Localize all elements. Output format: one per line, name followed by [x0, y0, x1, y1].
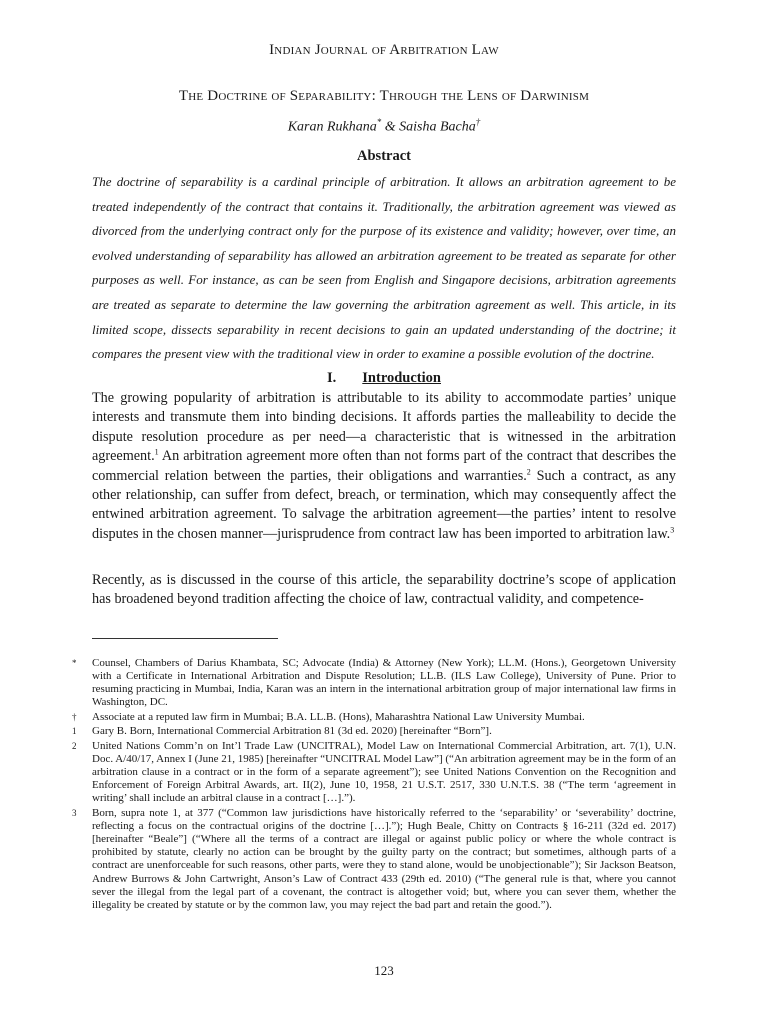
footnote-ref-2[interactable]: 2 [526, 466, 531, 476]
paragraph-1-text-c: Such a contract, as any other relationship, can suffer from defect, breach, or termination, which may consequently affect the entwined arbitration agreement. To salvage the arbitration agreement—the parties’ intent to resolve disputes in the chosen manner—jurisprudence from contract law has been imported to arbitration law. [92, 467, 676, 542]
footnote-text: Gary B. Born, International Commercial Arbitration 81 (3d ed. 2020) [hereinafter “Born”]. [92, 725, 492, 738]
footnote-text: Born, supra note 1, at 377 (“Common law jurisdictions have historically referred to the ‘separability’ or ‘severability’ doctrine, reflecting a focus on the contractual origins of the doctrine […].”); Hugh Beale, Chitty on Contracts § 16-211 (32d ed. 2017) [hereinafter “Beale”] (“Where all the terms of a contract are illegal or against public policy or where the whole contract is prohibited by statute, clearly no action can be brought by the guilty party on the contract; but sometimes, although parts of a contract are unenforceable for such reasons, other parts, were they to stand alone, would be unobjectionable”); Sir Jackson Beatson, Andrew Burrows & John Cartwright, Anson’s Law of Contract 433 (29th ed. 2010) (“The general rule is that, where you cannot sever the illegal from the legal part of a covenant, the contract is altogether void; but, where you can sever them, whether the illegality be created by statute or by the common law, you may reject the bad part and retain the good.”). [92, 807, 676, 911]
footnote-mark: * [72, 658, 77, 668]
author-footnote-marker-2[interactable]: † [475, 117, 481, 127]
body-paragraph-1 [92, 389, 676, 544]
abstract-heading: Abstract [357, 148, 411, 164]
section-heading [0, 370, 768, 387]
footnote-mark: 1 [72, 726, 77, 737]
section-number: I. [327, 370, 337, 386]
footnote [72, 710, 676, 724]
footnote-ref-3[interactable]: 3 [670, 525, 675, 535]
footnote-text: Associate at a reputed law firm in Mumbai; B.A. LL.B. (Hons), Maharashtra National Law University Mumbai. [92, 710, 585, 723]
article-title: The Doctrine of Separability: Through the Lens of Darwinism [178, 88, 590, 104]
author-name-1: Karan Rukhana [287, 119, 377, 135]
footnote-divider [92, 638, 278, 639]
footnote-mark: 2 [72, 741, 77, 752]
page-number: 123 [374, 963, 394, 978]
section-title: Introduction [362, 370, 441, 386]
author-line [0, 117, 768, 136]
footnote-text: Counsel, Chambers of Darius Khambata, SC; Advocate (India) & Attorney (New York); LL.M. (Hons.), Georgetown University with a Certificate in International Arbitration and Dispute Resolution; LL.B. (ILS Law College), University of Pune. Prior to resuming practicing in Mumbai, India, Karan was an intern in the international arbitration group of major international law firms in Washington, DC. [92, 657, 676, 709]
footnote-text: United Nations Comm’n on Int’l Trade Law (UNCITRAL), Model Law on International Commercial Arbitration, art. 7(1), U.N. Doc. A/40/17, Annex I (June 21, 1985) [hereinafter “UNCITRAL Model Law”] (“An arbitration agreement may be in the form of an arbitration clause in a contract or in the form of a separate agreement”); see United Nations Convention on the Recognition and Enforcement of Foreign Arbitral Awards, art. II(2), June 10, 1958, 21 U.S.T. 2517, 330 U.N.T.S. 38 (“The term ‘agreement in writing’ shall include an arbitral clause in a contract […].”). [92, 740, 676, 805]
footnote [72, 725, 676, 738]
author-footnote-marker-1[interactable]: * [376, 117, 382, 127]
footnote-ref-1[interactable]: 1 [154, 447, 159, 457]
footnote [72, 807, 676, 912]
footnote-mark: 3 [72, 808, 77, 819]
journal-header: Indian Journal of Arbitration Law [269, 42, 499, 58]
body-paragraph-2: Recently, as is discussed in the course of this article, the separability doctrine’s scope of application has broadened beyond tradition affecting the choice of law, contractual validity, and competence- [92, 572, 676, 608]
footnote [72, 657, 676, 709]
abstract-text: The doctrine of separability is a cardinal principle of arbitration. It allows an arbitration agreement to be treated independently of the contract that contains it. Traditionally, the arbitration agreement was viewed as divorced from the underlying contract only for the purpose of its existence and validity; however, over time, an evolved understanding of separability has allowed an arbitration agreement to be treated as separate for other purposes as well. For instance, as can be seen from English and Singapore decisions, arbitration agreements are treated as separate to determine the law governing the arbitration agreement as well. This article, in its limited scope, dissects separability in recent decisions to gain an updated understanding of the doctrine; it compares the present view with the traditional view in order to examine a possible evolution of the doctrine. [92, 174, 676, 362]
paragraph-1-text-b: An arbitration agreement more often than not forms part of the contract that describes the commercial relation between the parties, their obligations and warranties. [92, 448, 676, 484]
footnote [72, 740, 676, 805]
author-joiner: & [381, 119, 400, 135]
footnotes [72, 657, 676, 913]
footnote-mark: † [72, 711, 77, 722]
paragraph-1-text-a: The growing popularity of arbitration is attributable to its ability to accommodate parties’ unique interests and transmute them into binding decisions. It affords parties the malleability to decide the dispute resolution procedure as per need—a characteristic that is witnessed in the arbitration agreement. [92, 390, 676, 465]
author-name-2: Saisha Bacha [399, 119, 476, 135]
